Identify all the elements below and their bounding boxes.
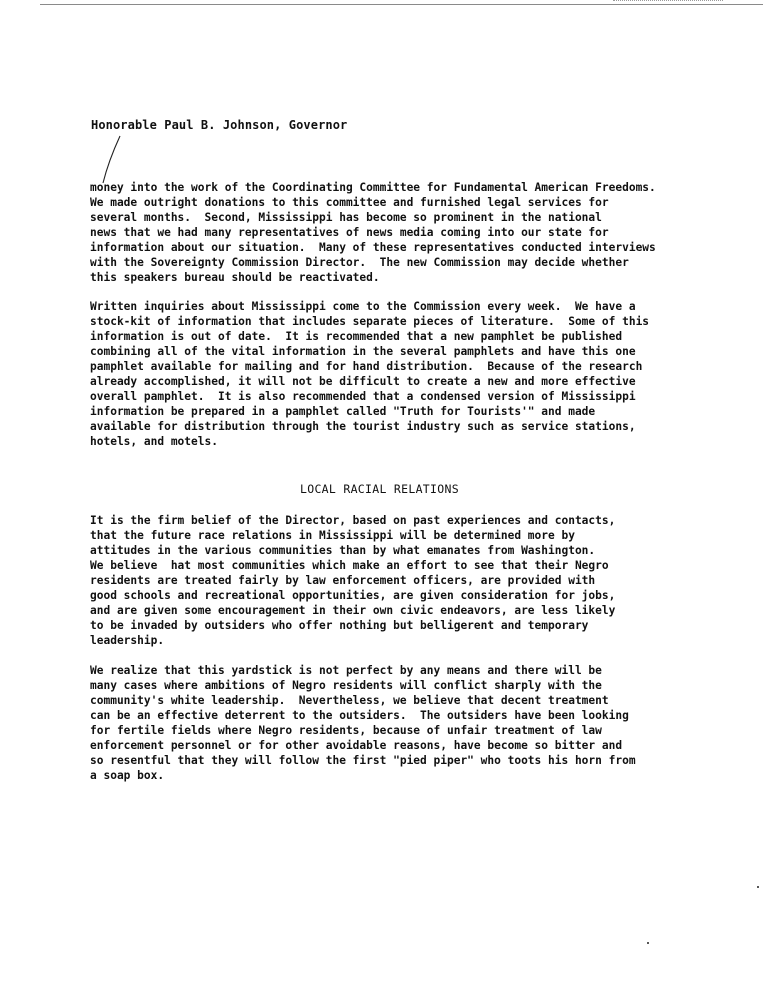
scan-speck [757, 886, 759, 888]
top-edge-mark [613, 0, 723, 1]
paragraph-line: that the future race relations in Mississippi will be determined more by [90, 529, 575, 542]
paragraph-line: We believe hat most communities which make an effort to see that their Negro [90, 559, 609, 572]
scan-speck [647, 942, 649, 944]
paragraph-line: Written inquiries about Mississippi come to the Commission every week. We have a [90, 300, 636, 313]
paragraph-yardstick [90, 663, 730, 783]
paragraph-director-belief [90, 513, 730, 648]
paragraph-line: this speakers bureau should be reactivated. [90, 271, 380, 284]
paragraph-line: good schools and recreational opportunities, are given consideration for jobs, [90, 589, 616, 602]
paragraph-line: many cases where ambitions of Negro residents will conflict sharply with the [90, 679, 602, 692]
paragraph-line: available for distribution through the tourist industry such as service stations, [90, 420, 636, 433]
paragraph-line: news that we had many representatives of news media coming into our state for [90, 226, 609, 239]
paragraph-line: It is the firm belief of the Director, based on past experiences and contacts, [90, 514, 616, 527]
paragraph-line: a soap box. [90, 769, 165, 782]
paragraph-line: to be invaded by outsiders who offer nothing but belligerent and temporary [90, 619, 589, 632]
paragraph-line: money into the work of the Coordinating Committee for Fundamental American Freedoms. [90, 181, 656, 194]
paragraph-line: information is out of date. It is recommended that a new pamphlet be published [90, 330, 623, 343]
paragraph-line: pamphlet available for mailing and for hand distribution. Because of the research [90, 360, 643, 373]
paragraph-line: already accomplished, it will not be difficult to create a new and more effective [90, 375, 636, 388]
paragraph-funding-and-speakers [90, 180, 730, 285]
paragraph-line: so resentful that they will follow the first "pied piper" who toots his horn from [90, 754, 636, 767]
paragraph-line: several months. Second, Mississippi has become so prominent in the national [90, 211, 602, 224]
paragraph-line: attitudes in the various communities than by what emanates from Washington. [90, 544, 596, 557]
paragraph-line: information about our situation. Many of these representatives conducted interviews [90, 241, 656, 254]
paragraph-line: enforcement personnel or for other avoidable reasons, have become so bitter and [90, 739, 623, 752]
paragraph-written-inquiries [90, 299, 730, 449]
paragraph-line: with the Sovereignty Commission Director. The new Commission may decide whether [90, 256, 629, 269]
paragraph-line: hotels, and motels. [90, 435, 218, 448]
paragraph-line: stock-kit of information that includes separate pieces of literature. Some of this [90, 315, 650, 328]
paragraph-line: can be an effective deterrent to the outsiders. The outsiders have been looking [90, 709, 629, 722]
paragraph-line: community's white leadership. Nevertheless, we believe that decent treatment [90, 694, 609, 707]
addressee-heading: Honorable Paul B. Johnson, Governor [91, 118, 348, 132]
paragraph-line: and are given some encouragement in their own civic endeavors, are less likely [90, 604, 616, 617]
paragraph-line: overall pamphlet. It is also recommended that a condensed version of Mississippi [90, 390, 636, 403]
paragraph-line: for fertile fields where Negro residents, because of unfair treatment of law [90, 724, 602, 737]
handwritten-slash-mark [98, 135, 128, 185]
top-edge-rule [40, 4, 763, 5]
paragraph-line: We made outright donations to this committee and furnished legal services for [90, 196, 609, 209]
paragraph-line: residents are treated fairly by law enforcement officers, are provided with [90, 574, 596, 587]
paragraph-line: leadership. [90, 634, 165, 647]
section-title: LOCAL RACIAL RELATIONS [300, 482, 459, 496]
paragraph-line: information be prepared in a pamphlet called "Truth for Tourists'" and made [90, 405, 596, 418]
paragraph-line: We realize that this yardstick is not perfect by any means and there will be [90, 664, 602, 677]
paragraph-line: combining all of the vital information in the several pamphlets and have this one [90, 345, 636, 358]
